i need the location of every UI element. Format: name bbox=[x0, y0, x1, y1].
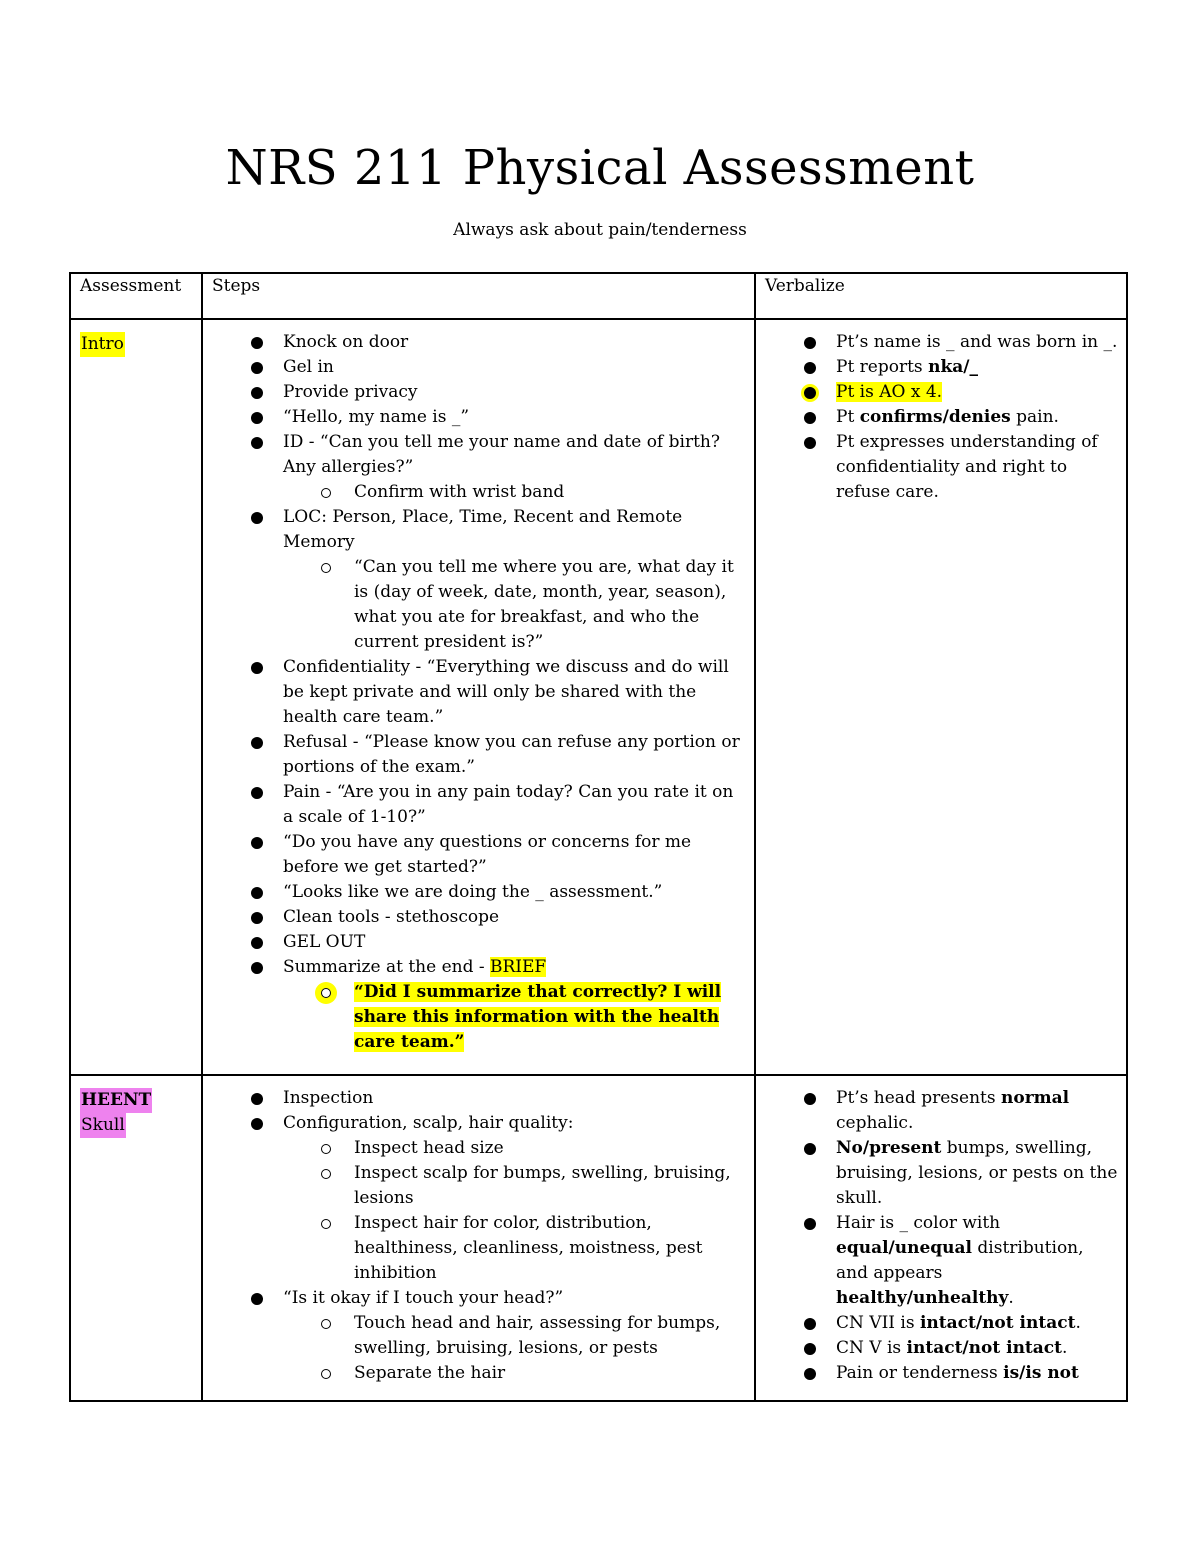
list-item-text: “Is it okay if I touch your head?” bbox=[283, 1288, 564, 1308]
sub-list-item: Touch head and hair, assessing for bumps, swelling, bruising, lesions, or pests bbox=[354, 1311, 746, 1361]
list-item bbox=[836, 1336, 1120, 1361]
list-item-text: . bbox=[1075, 1313, 1081, 1333]
bold-text: normal bbox=[1001, 1088, 1070, 1108]
bold-text: healthy/unhealthy bbox=[836, 1288, 1009, 1308]
heent-label: HEENT bbox=[80, 1088, 152, 1113]
heent-verbalize-list bbox=[756, 1086, 1120, 1386]
sub-list bbox=[283, 1311, 746, 1386]
sub-list-item: Separate the hair bbox=[354, 1361, 746, 1386]
list-item: Confidentiality - “Everything we discuss and do will be kept private and will only be shared with the health care team.” bbox=[283, 655, 746, 730]
bold-text: intact/not intact bbox=[919, 1313, 1076, 1333]
assessment-cell-heent bbox=[70, 1075, 202, 1401]
list-item: “Hello, my name is _” bbox=[283, 405, 746, 430]
intro-verbalize-list bbox=[756, 330, 1120, 505]
list-item-text: cephalic. bbox=[836, 1113, 914, 1133]
list-item: Pt’s name is _ and was born in _. bbox=[836, 330, 1120, 355]
list-item: Knock on door bbox=[283, 330, 746, 355]
summary-quote-highlight: “Did I summarize that correctly? I will share this information with the health care team.” bbox=[354, 982, 722, 1052]
page-title: NRS 211 Physical Assessment bbox=[225, 140, 975, 196]
list-item bbox=[836, 1211, 1120, 1311]
intro-steps-list bbox=[203, 330, 746, 1055]
verbalize-cell-intro bbox=[755, 319, 1127, 1075]
list-item: Pt expresses understanding of confidentiality and right to refuse care. bbox=[836, 430, 1120, 505]
sub-list bbox=[283, 555, 746, 655]
list-item: Clean tools - stethoscope bbox=[283, 905, 746, 930]
page-subtitle: Always ask about pain/tenderness bbox=[453, 220, 747, 240]
list-item-text: pain. bbox=[1010, 407, 1059, 427]
list-item-text: bumps, swelling, bruising, lesions, or pests on the skull. bbox=[836, 1138, 1118, 1208]
list-item: Gel in bbox=[283, 355, 746, 380]
bold-text: nka/_ bbox=[928, 357, 978, 377]
sub-list bbox=[283, 980, 746, 1055]
list-item-text: distribution, and appears bbox=[836, 1238, 1084, 1283]
table-row-heent bbox=[70, 1075, 1127, 1401]
list-item bbox=[283, 505, 746, 655]
list-item: Refusal - “Please know you can refuse any portion or portions of the exam.” bbox=[283, 730, 746, 780]
list-item-text: Pt’s head presents bbox=[836, 1088, 1001, 1108]
heent-steps-list bbox=[203, 1086, 746, 1386]
list-item-text: . bbox=[1008, 1288, 1014, 1308]
list-item-text: LOC: Person, Place, Time, Recent and Remote Memory bbox=[283, 507, 683, 552]
bold-text: No/present bbox=[836, 1138, 942, 1158]
list-item bbox=[283, 955, 746, 1055]
sub-list bbox=[283, 1136, 746, 1286]
list-item-text: . bbox=[1062, 1338, 1068, 1358]
sub-list-item bbox=[354, 980, 746, 1055]
assessment-table bbox=[69, 272, 1128, 1402]
bold-text: equal/unequal bbox=[836, 1238, 972, 1258]
list-item: “Do you have any questions or concerns for me before we get started?” bbox=[283, 830, 746, 880]
sub-list-item: “Can you tell me where you are, what day it is (day of week, date, month, year, season), what you ate for breakfast, and who the current president is?” bbox=[354, 555, 746, 655]
list-item-text: Configuration, scalp, hair quality: bbox=[283, 1113, 574, 1133]
list-item bbox=[836, 1361, 1120, 1386]
sub-list-item: Confirm with wrist band bbox=[354, 480, 746, 505]
bold-text: is/is not bbox=[1003, 1363, 1079, 1383]
list-item: “Looks like we are doing the _ assessment.” bbox=[283, 880, 746, 905]
table-row-intro bbox=[70, 319, 1127, 1075]
list-item bbox=[836, 405, 1120, 430]
steps-cell-intro bbox=[202, 319, 755, 1075]
list-item: Pain - “Are you in any pain today? Can you rate it on a scale of 1-10?” bbox=[283, 780, 746, 830]
bold-text: confirms/denies bbox=[859, 407, 1011, 427]
list-item-text: Pt bbox=[836, 407, 860, 427]
list-item bbox=[836, 1136, 1120, 1211]
sub-list-item: Inspect head size bbox=[354, 1136, 746, 1161]
header-verbalize: Verbalize bbox=[755, 273, 1127, 319]
list-item bbox=[836, 380, 1120, 405]
list-item-text: CN VII is bbox=[836, 1313, 920, 1333]
list-item-text: ID - “Can you tell me your name and date of birth? Any allergies?” bbox=[283, 432, 720, 477]
list-item-text: Hair is _ color with bbox=[836, 1213, 1001, 1233]
sub-list bbox=[283, 480, 746, 505]
list-item-text: Pain or tenderness bbox=[836, 1363, 1004, 1383]
assessment-cell-intro bbox=[70, 319, 202, 1075]
list-item-text: Summarize at the end - bbox=[283, 957, 491, 977]
ao-highlight: Pt is AO x 4. bbox=[836, 382, 943, 402]
steps-cell-heent bbox=[202, 1075, 755, 1401]
header-assessment: Assessment bbox=[70, 273, 202, 319]
list-item-text: Pt reports bbox=[836, 357, 929, 377]
list-item bbox=[283, 1286, 746, 1386]
list-item-text: CN V is bbox=[836, 1338, 907, 1358]
list-item: Inspection bbox=[283, 1086, 746, 1111]
skull-label: Skull bbox=[80, 1113, 126, 1138]
list-item: Provide privacy bbox=[283, 380, 746, 405]
verbalize-cell-heent bbox=[755, 1075, 1127, 1401]
list-item bbox=[836, 355, 1120, 380]
sub-list-item: Inspect hair for color, distribution, healthiness, cleanliness, moistness, pest inhibition bbox=[354, 1211, 746, 1286]
header-steps: Steps bbox=[202, 273, 755, 319]
list-item bbox=[836, 1086, 1120, 1136]
brief-highlight: BRIEF bbox=[490, 957, 547, 977]
list-item bbox=[283, 430, 746, 505]
list-item bbox=[283, 1111, 746, 1286]
table-header-row bbox=[70, 273, 1127, 319]
list-item: GEL OUT bbox=[283, 930, 746, 955]
bold-text: intact/not intact bbox=[906, 1338, 1063, 1358]
intro-label: Intro bbox=[80, 332, 125, 357]
sub-list-item: Inspect scalp for bumps, swelling, bruising, lesions bbox=[354, 1161, 746, 1211]
list-item bbox=[836, 1311, 1120, 1336]
